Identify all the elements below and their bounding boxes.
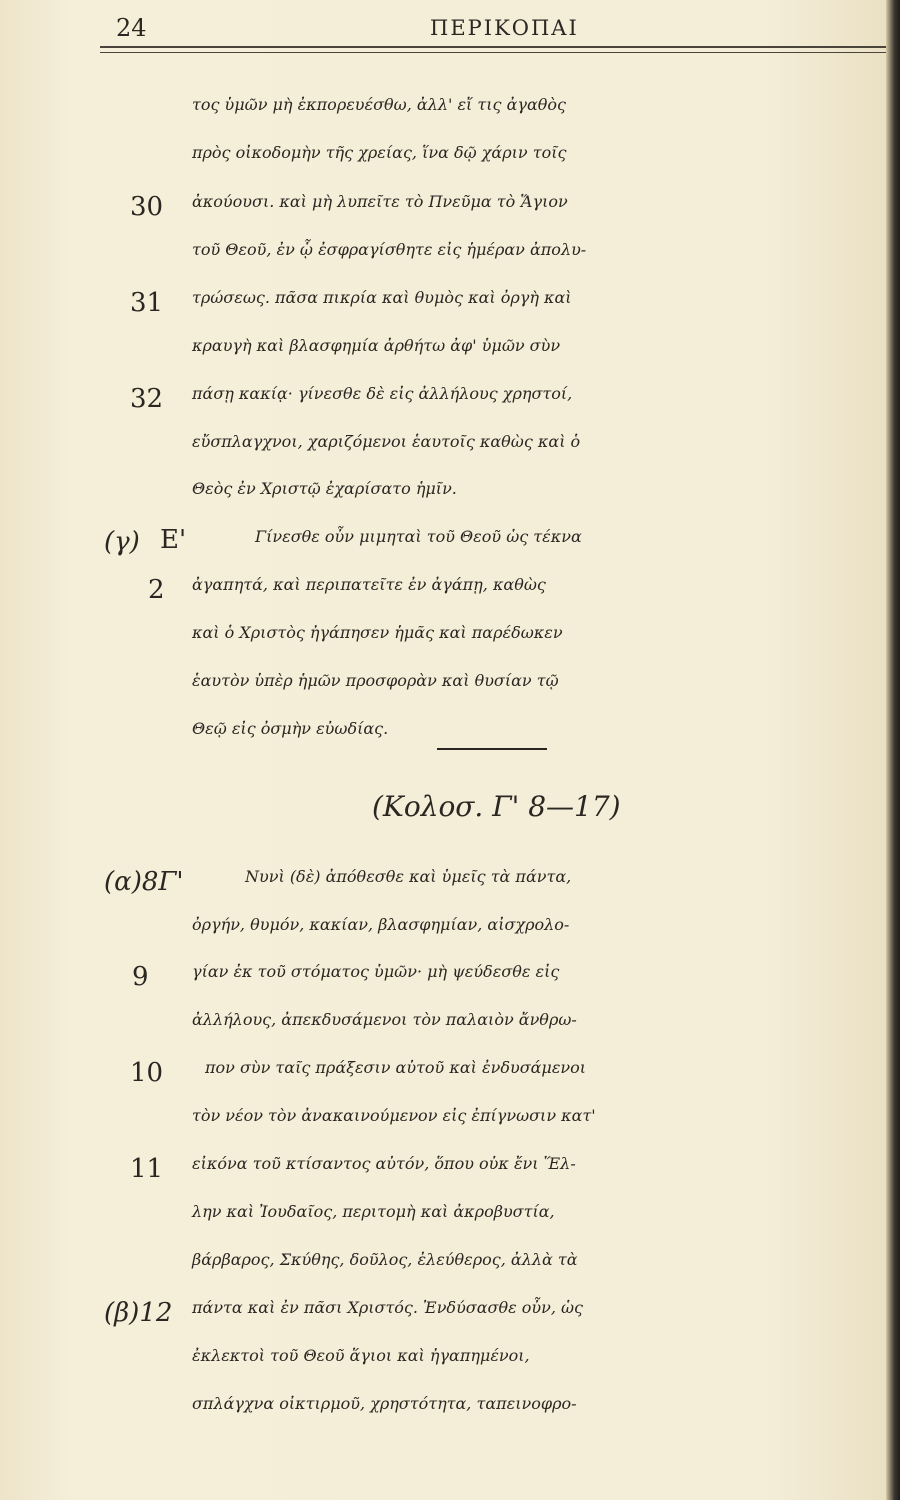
text-line: Θεὸς ἐν Χριστῷ ἐχαρίσατο ἡμῖν. bbox=[192, 479, 457, 498]
text-line: λην καὶ Ἰουδαῖος, περιτομὴ καὶ ἀκροβυστία, bbox=[192, 1202, 555, 1221]
verse-number: 2 bbox=[148, 575, 165, 605]
text-line: πρὸς οἰκοδομὴν τῆς χρείας, ἵνα δῷ χάριν τοῖς bbox=[192, 143, 567, 162]
section-marker: (β)12 bbox=[104, 1298, 173, 1328]
text-line: τρώσεως. πᾶσα πικρία καὶ θυμὸς καὶ ὀργὴ καὶ bbox=[192, 288, 572, 307]
verse-number: 31 bbox=[130, 288, 164, 318]
text-line: ἀλλήλους, ἀπεκδυσάμενοι τὸν παλαιὸν ἄνθρω- bbox=[192, 1010, 577, 1029]
chapter-number: Ε' bbox=[160, 525, 187, 555]
text-line: τὸν νέον τὸν ἀνακαινούμενον εἰς ἐπίγνωσιν κατ' bbox=[192, 1106, 596, 1125]
text-line: τοῦ Θεοῦ, ἐν ᾧ ἐσφραγίσθητε εἰς ἡμέραν ἀπολυ- bbox=[192, 240, 587, 259]
section-marker: (α)8Γ' bbox=[104, 867, 184, 897]
header-rule-thin bbox=[100, 52, 900, 53]
text-line: ὀργήν, θυμόν, κακίαν, βλασφημίαν, αἰσχρολο- bbox=[192, 915, 570, 934]
verse-number: 9 bbox=[132, 962, 149, 992]
text-line: ἀγαπητά, καὶ περιπατεῖτε ἐν ἀγάπῃ, καθὼς bbox=[192, 575, 546, 594]
book-spine-edge bbox=[886, 0, 900, 1500]
text-line: βάρβαρος, Σκύθης, δοῦλος, ἐλεύθερος, ἀλλὰ τὰ bbox=[192, 1250, 578, 1269]
text-line: Θεῷ εἰς ὀσμὴν εὐωδίας. bbox=[192, 719, 389, 738]
text-line: πον σὺν ταῖς πράξεσιν αὐτοῦ καὶ ἐνδυσάμενοι bbox=[205, 1058, 587, 1077]
text-line: εἰκόνα τοῦ κτίσαντος αὐτόν, ὅπου οὐκ ἔνι Ἕλ- bbox=[192, 1154, 576, 1173]
section-divider bbox=[437, 748, 547, 750]
text-line: ἐκλεκτοὶ τοῦ Θεοῦ ἅγιοι καὶ ἠγαπημένοι, bbox=[192, 1346, 530, 1365]
text-line: Γίνεσθε οὖν μιμηταὶ τοῦ Θεοῦ ὡς τέκνα bbox=[255, 527, 582, 546]
text-line: πάσῃ κακίᾳ· γίνεσθε δὲ εἰς ἀλλήλους χρηστοί, bbox=[192, 384, 573, 403]
text-line: σπλάγχνα οἰκτιρμοῦ, χρηστότητα, ταπεινοφρο- bbox=[192, 1394, 577, 1413]
text-line: ἑαυτὸν ὑπὲρ ἡμῶν προσφορὰν καὶ θυσίαν τῷ bbox=[192, 671, 559, 690]
text-line: πάντα καὶ ἐν πᾶσι Χριστός. Ἐνδύσασθε οὖν, ὡς bbox=[192, 1298, 584, 1317]
running-title: ΠΕΡΙΚΟΠΑΙ bbox=[430, 16, 579, 40]
text-line: κραυγὴ καὶ βλασφημία ἀρθήτω ἀφ' ὑμῶν σὺν bbox=[192, 336, 561, 355]
text-line: καὶ ὁ Χριστὸς ἠγάπησεν ἡμᾶς καὶ παρέδωκεν bbox=[192, 623, 563, 642]
verse-number: 11 bbox=[130, 1154, 164, 1184]
page-header bbox=[110, 14, 900, 44]
verse-number: 32 bbox=[130, 384, 164, 414]
verse-number: 30 bbox=[130, 192, 164, 222]
header-rule bbox=[100, 46, 900, 48]
section-marker: (γ) bbox=[104, 527, 140, 557]
page-number: 24 bbox=[116, 14, 147, 42]
verse-number: 10 bbox=[130, 1058, 164, 1088]
text-line: ἀκούουσι. καὶ μὴ λυπεῖτε τὸ Πνεῦμα τὸ Ἅγιον bbox=[192, 192, 568, 211]
text-line: Νυνὶ (δὲ) ἀπόθεσθε καὶ ὑμεῖς τὰ πάντα, bbox=[245, 867, 572, 886]
text-line: γίαν ἐκ τοῦ στόματος ὑμῶν· μὴ ψεύδεσθε εἰς bbox=[192, 962, 560, 981]
passage-heading: (Κολοσ. Γ' 8—17) bbox=[372, 790, 621, 823]
text-line: εὔσπλαγχνοι, χαριζόμενοι ἑαυτοῖς καθὼς καὶ ὁ bbox=[192, 432, 581, 451]
text-line: τος ὑμῶν μὴ ἐκπορευέσθω, ἀλλ' εἴ τις ἀγαθὸς bbox=[192, 95, 566, 114]
